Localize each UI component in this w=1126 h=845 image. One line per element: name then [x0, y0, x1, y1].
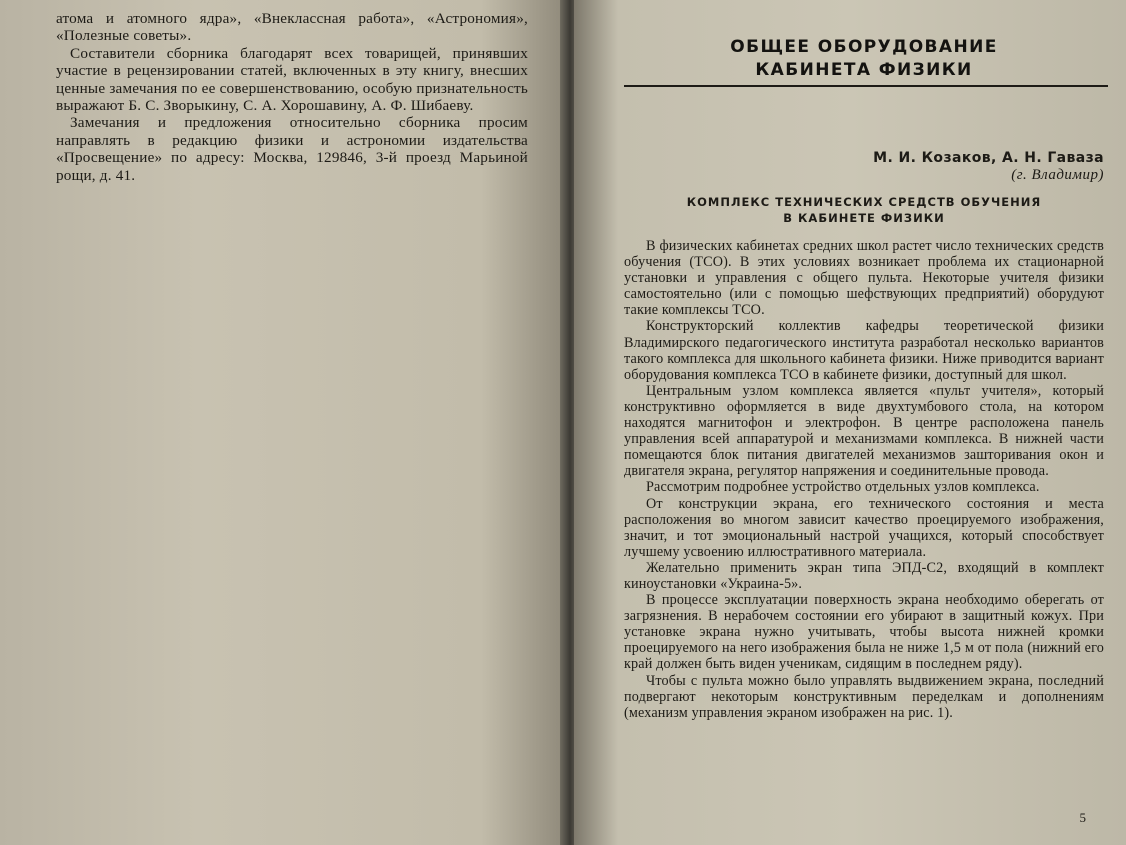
article-body [624, 238, 1104, 721]
article-title-line-2: В КАБИНЕТЕ ФИЗИКИ [783, 211, 945, 225]
article-paragraph-5: От конструкции экрана, его технического состояния и места расположения во многом зависит качество проецируемого изображения, значит, и тот эмоциональный настрой учащихся, который способствует лучшему усвоению иллюстративного материала. [624, 495, 1104, 560]
left-paragraph-1: атома и атомного ядра», «Внеклассная работа», «Астрономия», «Полезные советы». [56, 10, 528, 45]
article-paragraph-2: Конструкторский коллектив кафедры теоретической физики Владимирского педагогического института разработал несколько вариантов такого комплекса для школьного кабинета физики. Ниже приводится вариант оборудования комплекса ТСО в кабинете физики, доступный для школ. [624, 318, 1104, 383]
left-paragraph-3: Замечания и предложения относительно сборника просим направлять в редакцию физики и астрономии издательства «Просвещение» по адресу: Москва, 129846, 3-й проезд Марьиной рощи, д. 41. [56, 114, 528, 184]
article-title-line-1: КОМПЛЕКС ТЕХНИЧЕСКИХ СРЕДСТВ ОБУЧЕНИЯ [686, 195, 1042, 209]
section-title-line-1: ОБЩЕЕ ОБОРУДОВАНИЕ [730, 37, 998, 57]
article-paragraph-8: Чтобы с пульта можно было управлять выдвижением экрана, последний подвергают некоторым конструктивным переделкам и дополнениям (механизм управления экраном изображен на рис. 1). [624, 672, 1104, 721]
article-paragraph-6: Желательно применить экран типа ЭПД-С2, входящий в комплект киноустановки «Украина-5». [624, 559, 1104, 592]
article-paragraph-4: Рассмотрим подробнее устройство отдельных узлов комплекса. [646, 479, 1040, 496]
left-paragraph-2: Составители сборника благодарят всех товарищей, принявших участие в рецензировании статей, включенных в эту книгу, внесших ценные замечания по ее совершенствованию, особую признательность выражают Б. С. Зворыкину, С. А. Хорошавину, А. Ф. Шибаеву. [56, 44, 528, 115]
article-authors: М. И. Козаков, А. Н. Гаваза [873, 150, 1104, 166]
article-paragraph-7: В процессе эксплуатации поверхность экрана необходимо оберегать от загрязнения. В нерабочем состоянии его убирают в защитный кожух. При установке экрана нужно учитывать, чтобы высота нижней кромки проецируемого на него изображения была не ниже 1,5 м от пола (нижний его край должен быть виден ученикам, сидящим в последнем ряду). [624, 592, 1104, 673]
section-title-rule [624, 85, 1108, 87]
article-city: (г. Владимир) [1011, 167, 1104, 183]
page-number: 5 [1079, 810, 1086, 825]
section-title-line-2: КАБИНЕТА ФИЗИКИ [755, 60, 973, 80]
article-paragraph-1: В физических кабинетах средних школ растет число технических средств обучения (ТСО). В этих условиях возникает проблема их стационарной установки и управления с общего пульта. Некоторые учителя физики самостоятельно (или с помощью шефствующих предприятий) оборудуют такие комплексы ТСО. [624, 238, 1104, 319]
article-paragraph-3: Центральным узлом комплекса является «пульт учителя», который конструктивно оформляется в виде двухтумбового стола, на котором находятся магнитофон и электрофон. В центре расположена панель управления всей аппаратурой и механизмами комплекса. В нижней части помещаются блок питания двигателей механизмов зашторивания окон и двигателя экрана, регулятор напряжения и соединительные провода. [624, 382, 1104, 480]
article-title [624, 194, 1104, 226]
right-page [574, 0, 1126, 845]
section-title [624, 36, 1104, 82]
left-page-text [56, 10, 528, 184]
